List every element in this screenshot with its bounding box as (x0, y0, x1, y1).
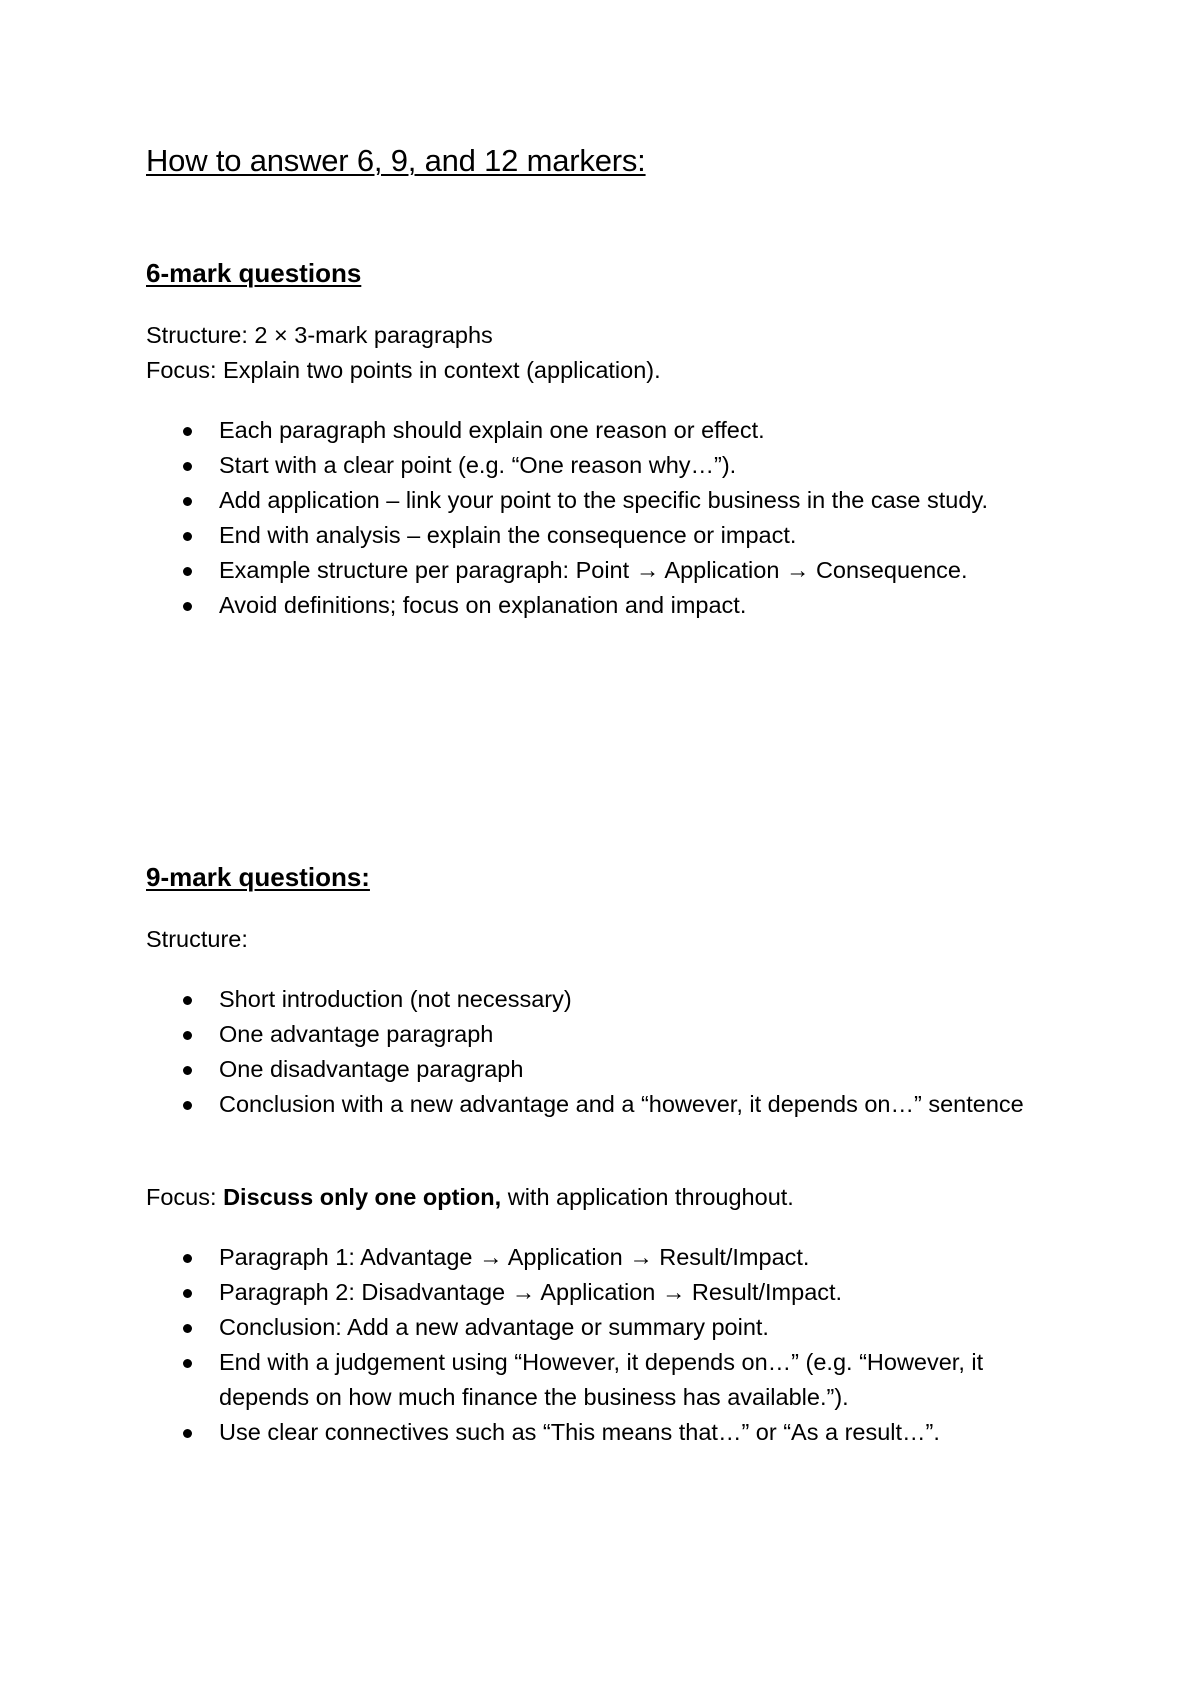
list-item-text: Short introduction (not necessary) (219, 986, 572, 1012)
bullet-icon (183, 602, 192, 611)
page-title: How to answer 6, 9, and 12 markers: (146, 143, 646, 178)
list-item (146, 1415, 1076, 1450)
focus-emphasis: Discuss only one option, (223, 1184, 502, 1210)
list-item-text: Conclusion with a new advantage and a “however, it depends on…” sentence (219, 1091, 1024, 1117)
list-item (146, 1017, 1076, 1052)
list-item-text: Paragraph 1: Advantage → Application → Result/Impact. (219, 1244, 810, 1270)
list-item (146, 1240, 1076, 1275)
list-item (146, 518, 1076, 553)
six-mark-focus: Focus: Explain two points in context (application). (146, 357, 661, 383)
list-item (146, 553, 1076, 588)
list-item (146, 1087, 1076, 1122)
bullet-icon (183, 996, 192, 1005)
nine-mark-focus (146, 1180, 794, 1215)
list-item-text: End with a judgement using “However, it depends on…” (e.g. “However, it depends on how much finance the business has available.”). (219, 1349, 984, 1410)
list-item-text: Conclusion: Add a new advantage or summary point. (219, 1314, 769, 1340)
bullet-icon (183, 1289, 192, 1298)
list-item (146, 982, 1076, 1017)
list-item (146, 588, 1076, 623)
bullet-icon (183, 1031, 192, 1040)
nine-mark-focus-list (146, 1240, 1076, 1450)
six-mark-bullet-list (146, 413, 1076, 623)
bullet-icon (183, 567, 192, 576)
list-item (146, 1345, 1076, 1415)
bullet-icon (183, 462, 192, 471)
list-item-text: Start with a clear point (e.g. “One reason why…”). (219, 452, 737, 478)
list-item (146, 448, 1076, 483)
list-item-text: Each paragraph should explain one reason or effect. (219, 417, 765, 443)
list-item-text: End with analysis – explain the consequence or impact. (219, 522, 797, 548)
list-item-text: One disadvantage paragraph (219, 1056, 524, 1082)
nine-mark-heading: 9-mark questions: (146, 862, 370, 892)
six-mark-structure: Structure: 2 × 3-mark paragraphs (146, 322, 493, 348)
bullet-icon (183, 532, 192, 541)
nine-mark-structure: Structure: (146, 926, 248, 952)
list-item (146, 1052, 1076, 1087)
bullet-icon (183, 1066, 192, 1075)
bullet-icon (183, 1429, 192, 1438)
list-item (146, 413, 1076, 448)
list-item-text: Paragraph 2: Disadvantage → Application → Result/Impact. (219, 1279, 843, 1305)
six-mark-heading: 6-mark questions (146, 258, 362, 288)
bullet-icon (183, 1359, 192, 1368)
bullet-icon (183, 1101, 192, 1110)
list-item-text: Use clear connectives such as “This means that…” or “As a result…”. (219, 1419, 940, 1445)
bullet-icon (183, 497, 192, 506)
list-item-text: Add application – link your point to the specific business in the case study. (219, 487, 988, 513)
list-item (146, 483, 1076, 518)
bullet-icon (183, 427, 192, 436)
list-item-text: One advantage paragraph (219, 1021, 494, 1047)
list-item-text: Avoid definitions; focus on explanation and impact. (219, 592, 747, 618)
bullet-icon (183, 1324, 192, 1333)
list-item (146, 1275, 1076, 1310)
list-item-text: Example structure per paragraph: Point → Application → Consequence. (219, 557, 968, 583)
focus-prefix: Focus: (146, 1184, 224, 1210)
bullet-icon (183, 1254, 192, 1263)
focus-suffix: with application throughout. (501, 1184, 794, 1210)
list-item (146, 1310, 1076, 1345)
nine-mark-structure-list (146, 982, 1076, 1122)
